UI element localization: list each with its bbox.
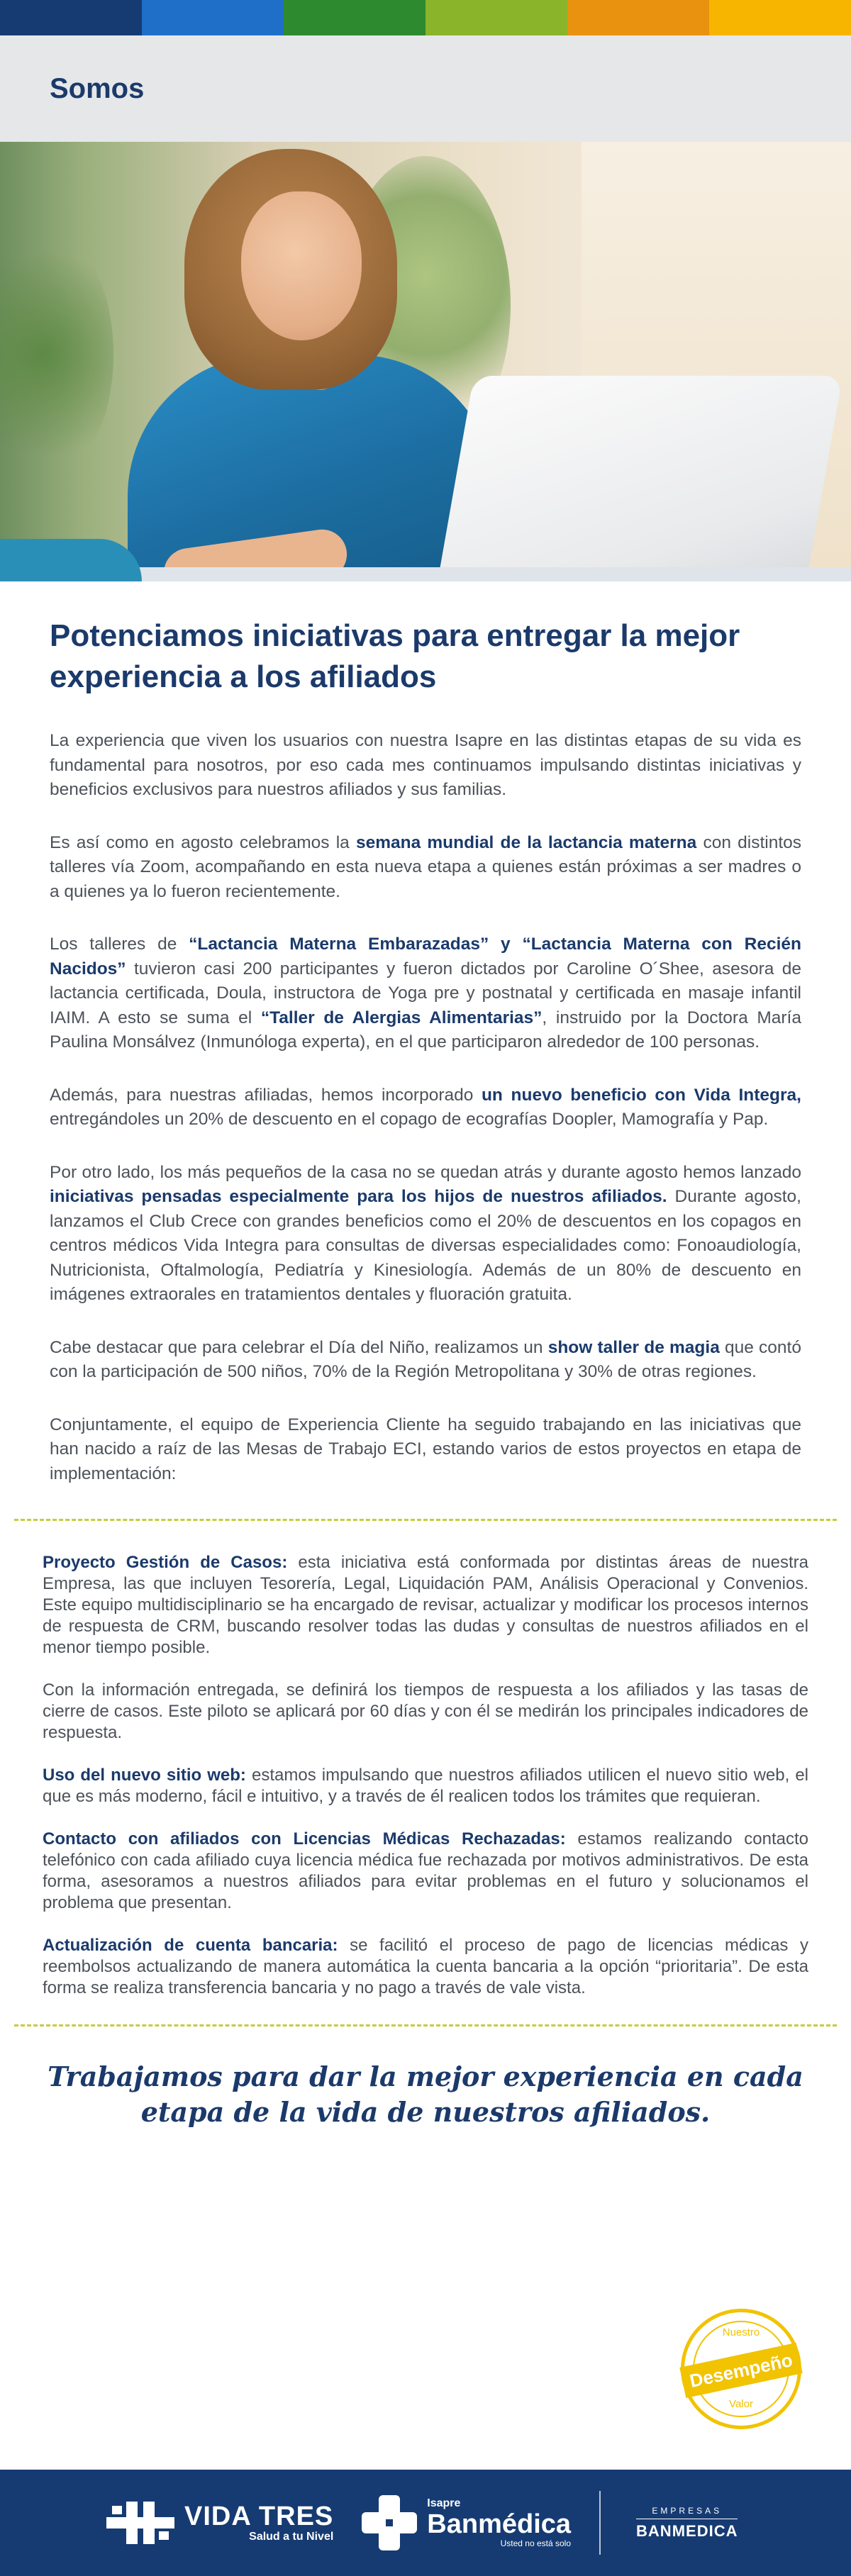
banmedica-logo xyxy=(359,2492,571,2553)
color-stripe xyxy=(425,0,567,35)
body-text: Los talleres de xyxy=(50,935,189,954)
highlighted-text: Proyecto Gestión de Casos: xyxy=(43,1553,288,1572)
laptop-illustration xyxy=(434,376,842,581)
body-text: entregándoles un 20% de descuento en el copago de ecografías Doopler, Mamografía y Pap. xyxy=(50,1110,769,1129)
footer xyxy=(0,2470,851,2576)
color-stripe xyxy=(567,0,709,35)
empresas-name: BANMEDICA xyxy=(636,2521,738,2540)
section-title: Somos xyxy=(50,72,145,104)
body-text: Conjuntamente, el equipo de Experiencia Cliente ha seguido trabajando en las iniciativas que han nacido a raíz de las Mesas de Trabajo ECI, estando varios de estos proyectos en etapa de implementación: xyxy=(50,1415,801,1483)
highlighted-text: semana mundial de la lactancia materna xyxy=(355,832,697,852)
body-text: estamos impulsando que nuestros afiliados utilicen el nuevo sitio web, el que es más moderno, fácil e intuitivo, y a través de él realicen todos los trámites que requieran. xyxy=(43,1766,808,1806)
paragraph xyxy=(50,932,801,1055)
paragraph xyxy=(50,1083,801,1132)
paragraph xyxy=(50,1413,801,1487)
highlighted-text: show taller de magia xyxy=(547,1337,720,1357)
body-text: Durante agosto, lanzamos el Club Crece con grandes beneficios como el 20% de descuentos en los copagos en centros médicos Vida Integra para consultas de diversas especialidades como: Fonoaudiología, Nutricionista, Oftalmología, Pediatría y Kinesiología. Además de un 80% de descuento en imágenes extraorales en tratamientos dentales y fluoración gratuita. xyxy=(50,1187,801,1304)
hero-photo-woman-writing-at-laptop xyxy=(0,142,851,581)
color-stripe xyxy=(709,0,851,35)
banmedica-cross-icon xyxy=(359,2492,420,2553)
body-text: , instruido por la Doctora María Paulina Monsálvez (Inmunóloga experta), en el que participaron alrededor de 100 personas. xyxy=(50,1008,801,1052)
highlighted-text: “Lactancia Materna Embarazadas” y “Lactancia Materna con Recién Nacidos” xyxy=(50,935,801,978)
body-text: tuvieron casi 200 participantes y fueron dictados por Caroline O´Shee, asesora de lactancia certificada, Doula, instructora de Yoga pre y postnatal y certificada en masaje infantil IAIM. A esto se suma el xyxy=(50,959,801,1027)
paragraph xyxy=(50,729,801,803)
highlighted-text: un nuevo beneficio con Vida Integra, xyxy=(481,1085,801,1105)
paragraph xyxy=(43,1680,808,1744)
body-text: Es así como en agosto celebramos la xyxy=(50,832,356,852)
highlighted-text: Uso del nuevo sitio web: xyxy=(43,1766,246,1785)
vidatres-name: VIDA TRES xyxy=(184,2502,334,2531)
paragraph xyxy=(43,1935,808,1999)
body-text: Por otro lado, los más pequeños de la casa no se quedan atrás y durante agosto hemos lanzado xyxy=(50,1162,801,1182)
color-stripe xyxy=(0,0,142,35)
paragraph xyxy=(43,1552,808,1658)
desempeno-seal xyxy=(681,2309,801,2429)
paragraph xyxy=(50,1336,801,1385)
empresas-banmedica-logo xyxy=(636,2506,738,2541)
seal-top-text: Nuestro xyxy=(722,2326,760,2338)
article-body xyxy=(50,729,801,1486)
top-color-bar xyxy=(0,0,851,35)
color-stripe xyxy=(142,0,284,35)
dashed-divider-bottom xyxy=(14,2024,837,2026)
paragraph xyxy=(50,1161,801,1307)
paragraph xyxy=(50,831,801,905)
body-text: Cabe destacar que para celebrar el Día del Niño, realizamos un xyxy=(50,1337,548,1357)
vidatres-cross-icon xyxy=(106,2502,174,2544)
banmedica-tagline: Usted no está solo xyxy=(500,2538,572,2548)
slogan-line-1: Trabajamos para dar la mejor experiencia en cada xyxy=(48,2061,803,2092)
highlighted-text: Contacto con afiliados con Licencias Médicas Rechazadas: xyxy=(43,1829,566,1849)
body-text: se facilitó el proceso de pago de licencias médicas y reembolsos actualizando de manera automática la cuenta bancaria a la opción “prioritaria”. De esta forma se realiza transferencia bancaria y no pago a través de vale vista. xyxy=(43,1936,808,1997)
body-text: esta iniciativa está conformada por distintas áreas de nuestra Empresa, las que incluyen Tesorería, Legal, Liquidación PAM, Análisis Operacional y Convenios. Este equipo multidisciplinario se ha encargado de revisar, actualizar y modificar los procesos internos de respuesta de CRM, buscando resolver todas las dudas y consultas de nuestros afiliados en el menor tiempo posible. xyxy=(43,1553,808,1657)
body-text: con distintos talleres vía Zoom, acompañando en esta nueva etapa a quienes están próximas a ser madres o a quienes ya lo fueron recientemente. xyxy=(50,832,802,901)
paragraph xyxy=(43,1829,808,1914)
projects-box xyxy=(0,1521,851,2024)
section-header xyxy=(0,35,851,142)
color-stripe xyxy=(284,0,425,35)
paragraph xyxy=(43,1765,808,1807)
article-content xyxy=(0,615,851,1486)
highlighted-text: Actualización de cuenta bancaria: xyxy=(43,1936,338,1955)
seal-bottom-text: Valor xyxy=(729,2398,753,2410)
seal-ribbon-text: Desempeño xyxy=(679,2343,802,2398)
banmedica-prefix: Isapre xyxy=(427,2497,461,2509)
body-text: estamos realizando contacto telefónico con cada afiliado cuya licencia médica fue rechazada por motivos administrativos. De esta forma, asesoramos a nuestros afiliados para evitar problemas en el futuro y solucionamos el problema que presentan. xyxy=(43,1829,808,1912)
slogan xyxy=(0,2059,851,2130)
vidatres-tagline: Salud a tu Nivel xyxy=(249,2531,334,2543)
empresas-label: EMPRESAS xyxy=(652,2505,723,2516)
article-title: Potenciamos iniciativas para entregar la mejor experiencia a los afiliados xyxy=(50,618,740,694)
body-text: La experiencia que viven los usuarios con nuestra Isapre en las distintas etapas de su vida es fundamental para nosotros, por eso cada mes continuamos impulsando distintas iniciativas y beneficios exclusivos para nuestros afiliados y sus familias. xyxy=(50,731,801,799)
banmedica-name: Banmédica xyxy=(427,2509,572,2539)
body-text: Además, para nuestras afiliadas, hemos incorporado xyxy=(50,1085,482,1105)
slogan-line-2: etapa de la vida de nuestros afiliados. xyxy=(140,2096,711,2128)
body-text: que contó con la participación de 500 niños, 70% de la Región Metropolitana y 30% de otras regiones. xyxy=(50,1337,801,1381)
highlighted-text: iniciativas pensadas especialmente para los hijos de nuestros afiliados. xyxy=(50,1187,667,1206)
body-text: Con la información entregada, se definirá los tiempos de respuesta a los afiliados y las tasas de cierre de casos. Este piloto se aplicará por 60 días y con él se medirán los principales indicadores de respuesta. xyxy=(43,1680,808,1742)
vidatres-logo xyxy=(106,2502,333,2544)
highlighted-text: “Taller de Alergias Alimentarias” xyxy=(260,1008,543,1027)
footer-separator xyxy=(599,2491,601,2555)
